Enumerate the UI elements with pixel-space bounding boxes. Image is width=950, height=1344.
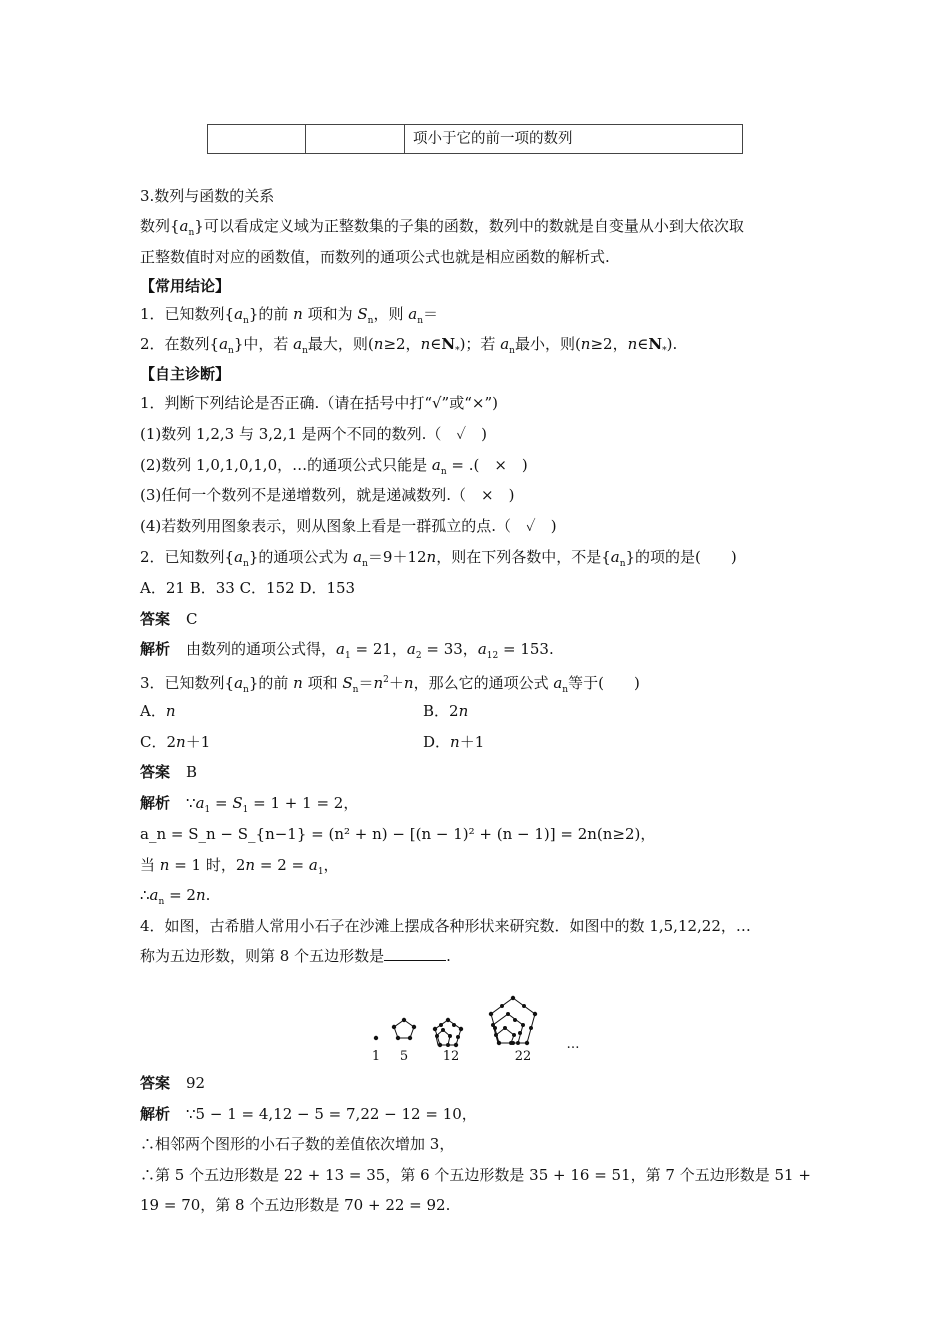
table-cell [208, 125, 306, 153]
answer: 答案 B [140, 763, 198, 781]
paragraph: 数列$\{a_n\}$可以看成定义域为正整数集的子集的函数，数列中的数就是自变量从小到大依次取 [140, 217, 744, 238]
question-1-item: (3)任何一个数列不是递增数列，就是递减数列.（ × ) [140, 486, 515, 504]
figure-label: … [566, 1037, 580, 1052]
pentagonal-numbers-figure [365, 970, 585, 1065]
explanation-line: a_n = S_n − S_{n−1} = (n² + n) − [(n − 1)² + (n − 1)] = 2n(n≥2)， [140, 825, 656, 843]
explanation-line: ∴第 5 个五边形数是 22 + 13 = 35，第 6 个五边形数是 35 + 16 = 51，第 7 个五边形数是 51 + [140, 1166, 811, 1184]
heading-diagnosis: 【自主诊断】 [140, 365, 231, 383]
figure-label: 22 [514, 1049, 532, 1064]
table-cell: 项小于它的前一项的数列 [413, 131, 573, 147]
answer: 答案 C [140, 610, 198, 628]
figure-label: 1 [371, 1049, 381, 1064]
question-2: 2．已知数列$\{a_n\}$的通项公式为 $a_n=9+12n$，则在下列各数中，不是$\{a_n\}$的项的是( ) [140, 548, 737, 569]
explanation: 解析 由数列的通项公式得，$a_1 = 21$，$a_2 = 33$，$a_{12} = 153$. [140, 640, 554, 661]
question-3: 3．已知数列$\{a_n\}$的前 n 项和 $S_n=n^2+n$，那么它的通项公式 $a_n$等于( ) [140, 674, 640, 695]
option-d: D．n＋1 [423, 733, 485, 751]
question-2-options: A．21 B．33 C．152 D．153 [140, 579, 356, 597]
question-1-item: (2)数列 1,0,1,0,1,0，…的通项公式只能是 $a_n$ = .( × ) [140, 456, 528, 477]
heading-conclusions: 【常用结论】 [140, 277, 231, 295]
option-a: A．n [140, 702, 176, 720]
question-1-item: (1)数列 1,2,3 与 3,2,1 是两个不同的数列.（ ✓ ) [140, 425, 487, 443]
option-b: B．2n [423, 702, 469, 720]
explanation-line: $\therefore a_n = 2n$. [140, 886, 211, 907]
figure-label: 12 [442, 1049, 460, 1064]
explanation-line: ∴相邻两个图形的小石子数的差值依次增加 3， [140, 1135, 455, 1153]
conclusion-1: 1．已知数列$\{a_n\}$的前 n 项和为 $S_n$，则 $a_n=$ [140, 305, 438, 326]
table-row [207, 124, 743, 154]
answer: 答案 92 [140, 1074, 206, 1092]
explanation-line: 19 = 70，第 8 个五边形数是 70 + 22 = 92. [140, 1196, 451, 1214]
paragraph: 正整数值时对应的函数值，而数列的通项公式也就是相应函数的解析式. [140, 248, 610, 266]
explanation-line: 当 n = 1 时，$2n = 2 = a_1$， [140, 856, 339, 877]
question-1: 1．判断下列结论是否正确.（请在括号中打“√”或“×”) [140, 394, 498, 412]
explanation: 解析 ∵5 − 1 = 4,12 − 5 = 7,22 − 12 = 10， [140, 1105, 477, 1123]
section-title: 3.数列与函数的关系 [140, 187, 275, 205]
question-1-item: (4)若数列用图象表示，则从图象上看是一群孤立的点.（ ✓ ) [140, 517, 557, 535]
figure-label: 5 [399, 1049, 409, 1064]
option-c: C．2n＋1 [140, 733, 211, 751]
conclusion-2: 2．在数列$\{a_n\}$中，若 $a_n$最大，则(n≥2，$n\in N_*$)；若 $a_n$最小，则(n≥2，$n\in N_*$). [140, 335, 678, 356]
table-cell [306, 125, 405, 153]
question-4: 称为五边形数，则第 8 个五边形数是 . [140, 947, 451, 965]
explanation: 解析 $\because a_1 = S_1 = 1 + 1 = 2$， [140, 794, 359, 815]
question-4: 4．如图，古希腊人常用小石子在沙滩上摆成各种形状来研究数．如图中的数 1,5,12,22，… [140, 917, 751, 935]
answer-blank [384, 946, 446, 961]
